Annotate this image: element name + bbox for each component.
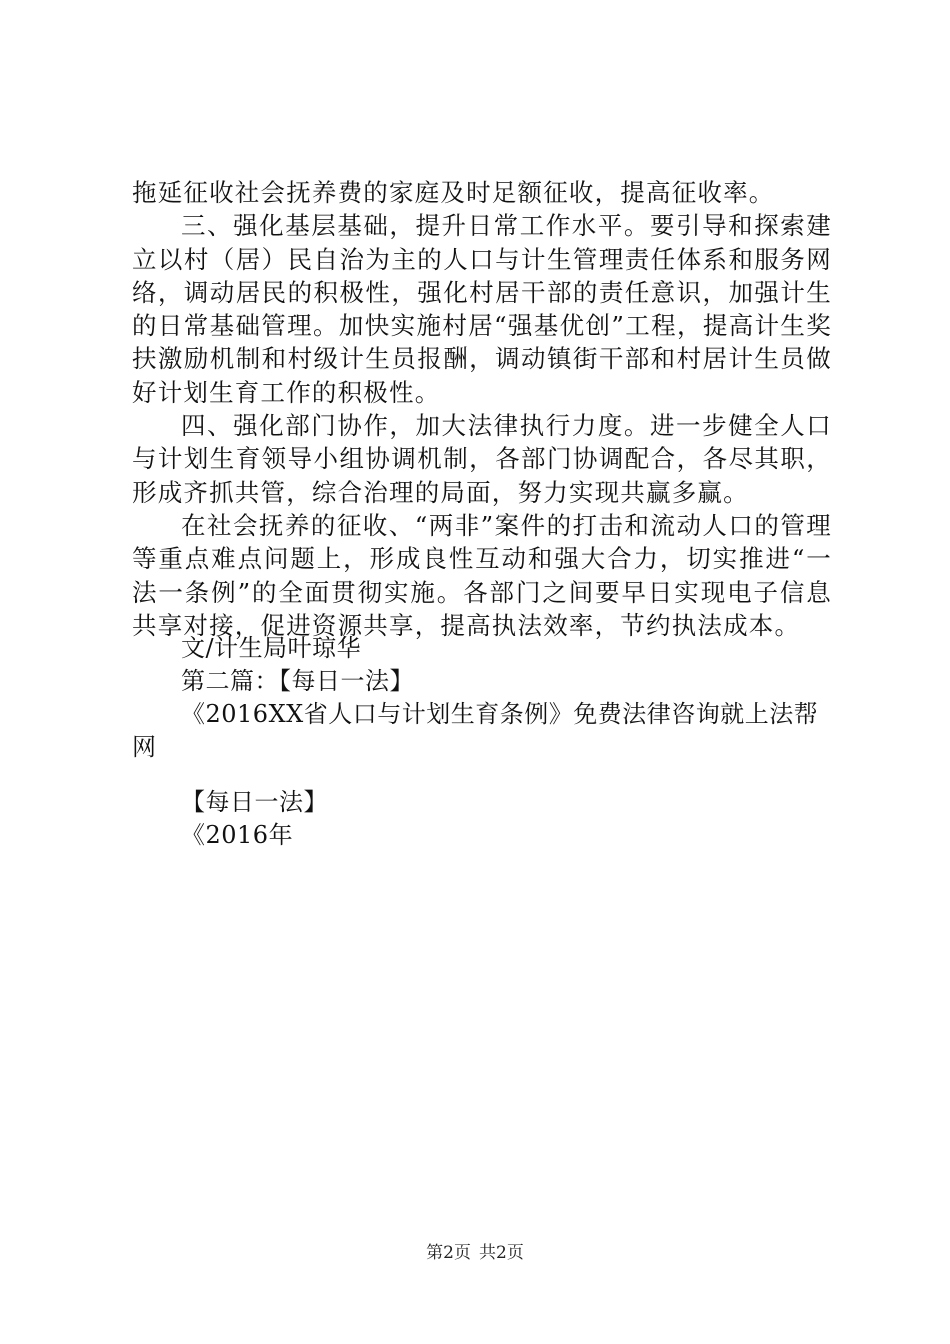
law-title: 《2016XX省人口与计划生育条例》免费法律咨询就上法帮网 [132, 700, 819, 761]
paragraph-section-four: 四、强化部门协作，加大法律执行力度。进一步健全人口与计划生育领导小组协调机制，各部门协调配合，各尽其职，形成齐抓共管，综合治理的局面，努力实现共赢多赢。 [132, 411, 832, 507]
paragraph-closing: 在社会抚养的征收、“两非”案件的打击和流动人口的管理等重点难点问题上，形成良性互动和强大合力，切实推进“一法一条例”的全面贯彻实施。各部门之间要早日实现电子信息共享对接，促进资源共享，提高执法效率，节约执法成本。 [132, 510, 832, 640]
paragraph-section-three: 三、强化基层基础，提升日常工作水平。要引导和探索建立以村（居）民自治为主的人口与计生管理责任体系和服务网络，调动居民的积极性，强化村居干部的责任意识，加强计生的日常基础管理。加快实施村居“强基优创”工程，提高计生奖扶激励机制和村级计生员报酬，调动镇街干部和村居计生员做好计划生育工作的积极性。 [132, 211, 832, 407]
text-fragment: 《2016年 [181, 821, 294, 849]
daily-law-heading: 【每日一法】 [181, 788, 328, 816]
page-footer [0, 1242, 950, 1264]
page-number-total: 共2页 [479, 1243, 524, 1263]
page-number-current: 第2页 [426, 1243, 471, 1263]
second-article-title: 第二篇：【每日一法】 [181, 667, 414, 695]
body-text [132, 176, 832, 642]
author-line: 文/计生局叶琼华 [181, 634, 362, 662]
paragraph-continuation: 拖延征收社会抚养费的家庭及时足额征收，提高征收率。 [132, 178, 775, 207]
second-article [132, 632, 832, 852]
